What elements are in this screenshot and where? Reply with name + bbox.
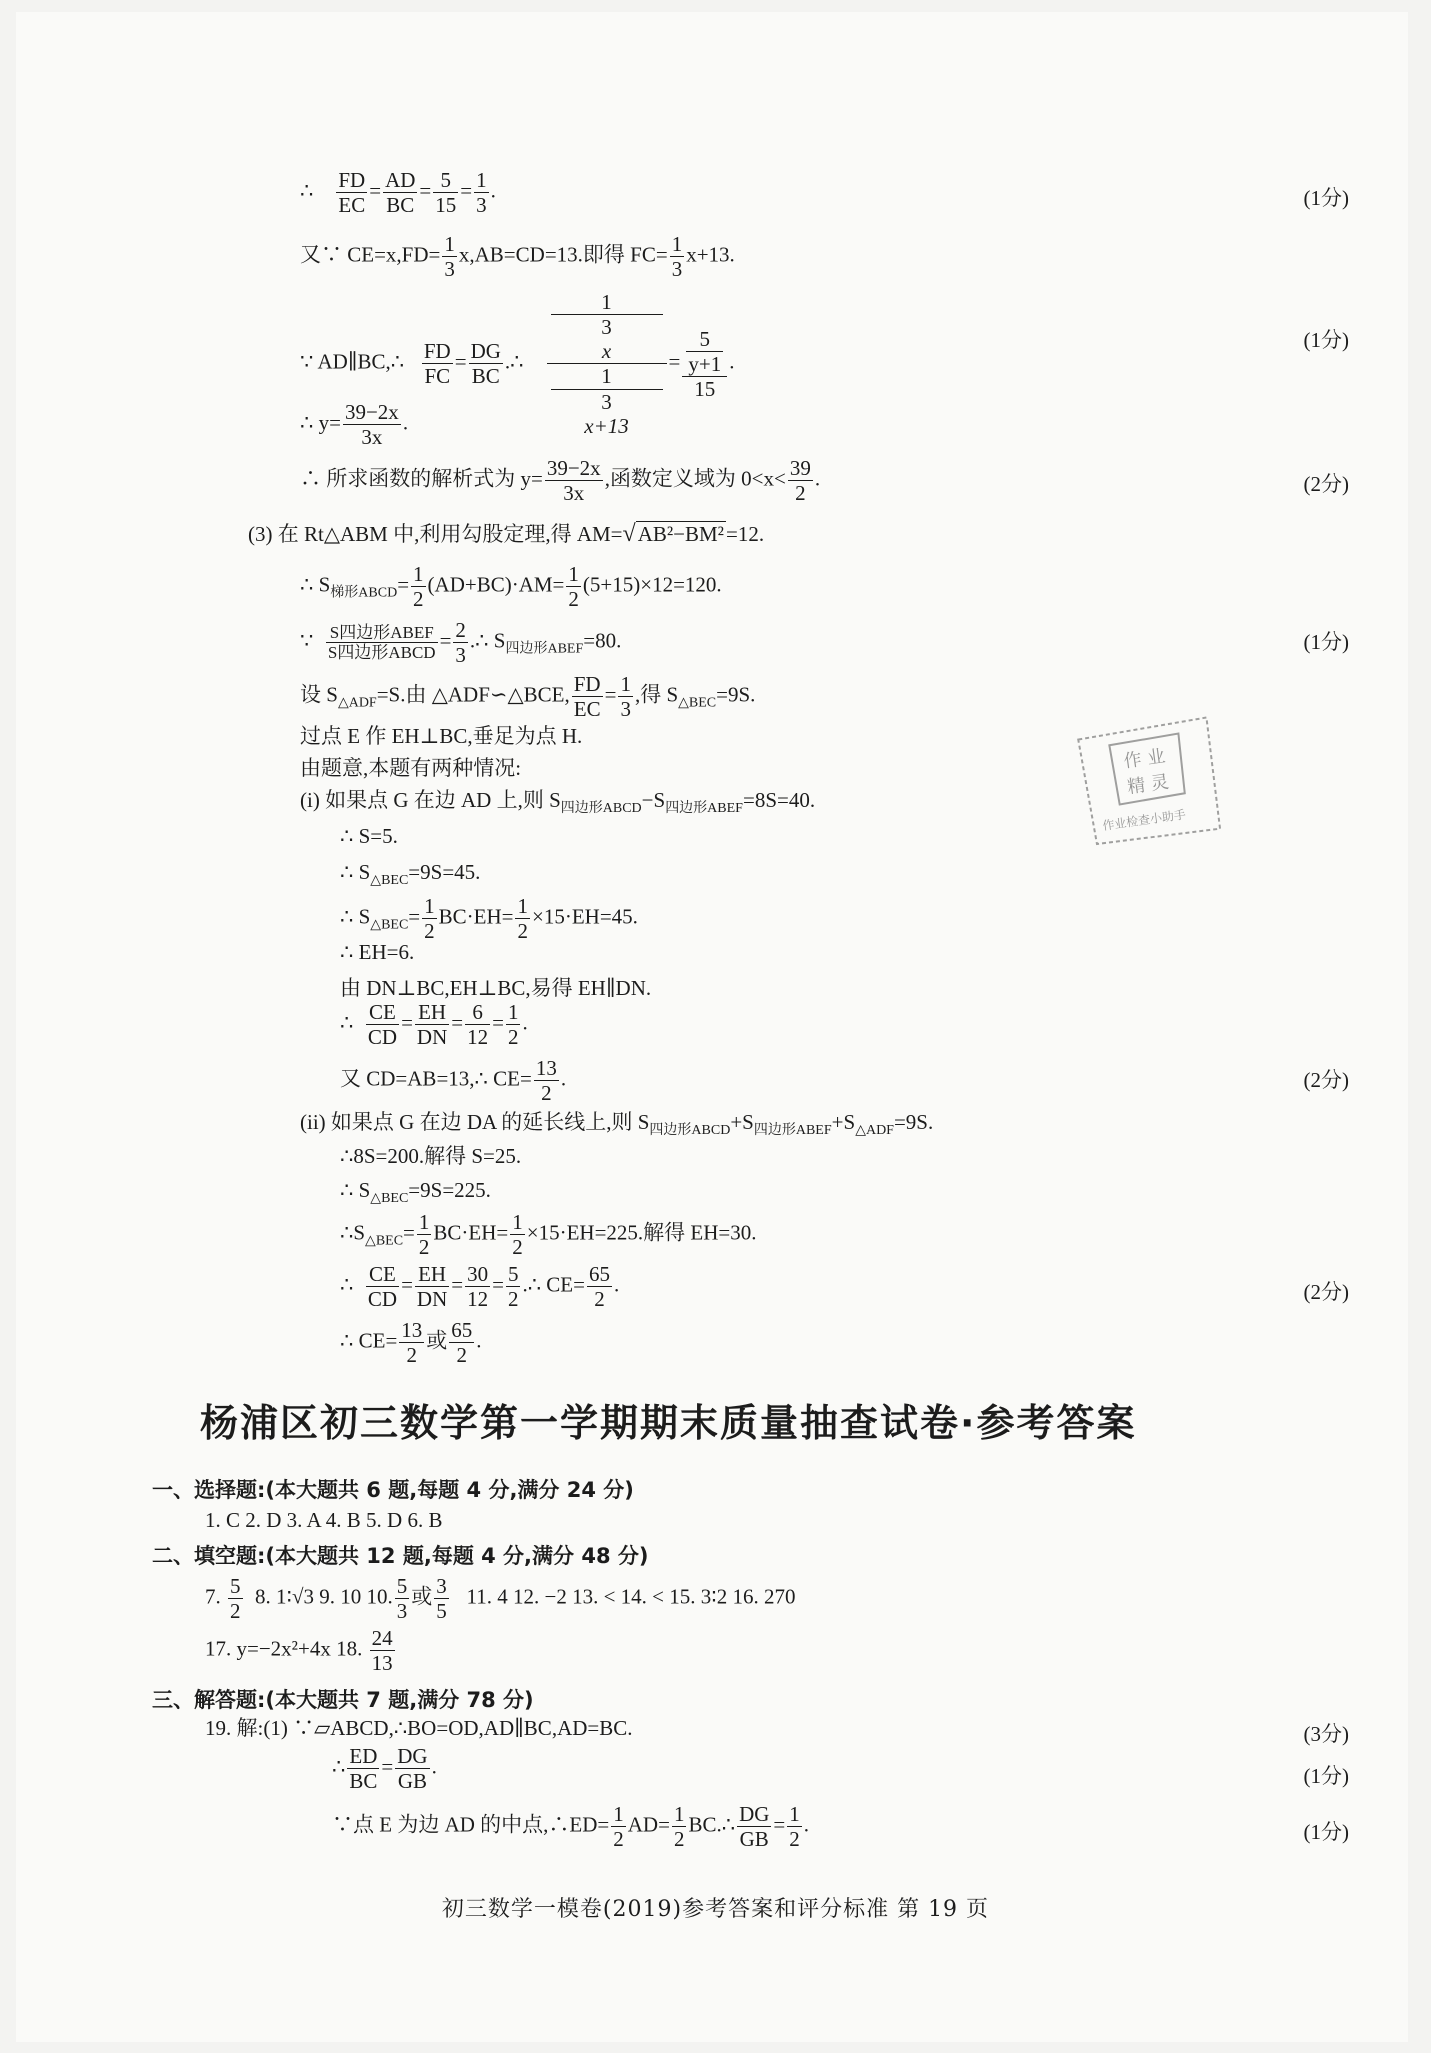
section-2-row-2: 17. y=−2x²+4x 18. $\frac{24}{13}$ (205, 1626, 393, 1676)
fraction: $\frac{1}{3}$ (476, 168, 487, 218)
eq-line-23: $\therefore S_{\triangle BEC}=$ $\frac{1}{2}$ BC·EH= $\frac{1}{2}$ ×15·EH=225.解得 EH=30. (340, 1210, 757, 1260)
eq-line-7: ∴ $S_{梯形ABCD}=$ $\frac{1}{2}$ (AD+BC)·AM= $\frac{1}{2}$ (5+15)×12=120. (300, 562, 722, 612)
eq-line-14: ∴ $S_{\triangle BEC}=9S=45$. (340, 860, 481, 889)
eq-line-16: ∴ EH=6. (340, 940, 415, 964)
eq-line-9: 设 $S_{\triangle ADF}=S$.由 △ADF∽△BCE, $\frac{FD}{EC}$ = $\frac{1}{3}$ ,得 $S_{\triangle BEC}=9S$. (300, 672, 756, 722)
score-label: (2分) (1303, 1068, 1349, 1092)
score-label: (1分) (1303, 630, 1349, 654)
therefore-symbol: ∴ (300, 178, 314, 203)
q19-line-1: 19. 解:(1) ∵▱ABCD,∴BO=OD,AD∥BC,AD=BC. (205, 1716, 633, 1740)
eq-line-22: ∴ $S_{\triangle BEC}=9S=225$. (340, 1178, 491, 1207)
score-label: (2分) (1303, 472, 1349, 496)
stamp-text-2: 精 灵 (1125, 771, 1171, 799)
eq-line-13: ∴ S=5. (340, 824, 398, 848)
stamp-text-1: 作 业 (1122, 745, 1167, 773)
eq-line-5: ∴ 所求函数的解析式为 y= $\frac{39-2x}{3x}$ ,函数定义域为 0<x< $\frac{39}{2}$ . (300, 456, 821, 506)
stamp-logo (1067, 708, 1234, 858)
fraction: $\frac{FD}{EC}$ (338, 168, 366, 218)
fraction: $\frac{AD}{BC}$ (385, 168, 416, 218)
page-title: 杨浦区初三数学第一学期期末质量抽查试卷·参考答案 (200, 1401, 1137, 1445)
section-1-heading: 一、选择题:(本大题共 6 题,每题 4 分,满分 24 分) (152, 1478, 634, 1502)
eq-line-1: ∴ $\frac{FD}{EC}$ = $\frac{AD}{BC}$ = $\frac{5}{15}$ = $\frac{1}{3}$ . (300, 168, 496, 218)
page-footer: 初三数学一模卷(2019)参考答案和评分标准 第 19 页 (441, 1897, 990, 1922)
stamp-text-3: 作业检查小助手 (1101, 807, 1187, 833)
eq-line-21: ∴8S=200.解得 S=25. (340, 1144, 522, 1168)
eq-line-20: (ii) 如果点 G 在边 DA 的延长线上,则 $S_{四边形ABCD}+S_{四边形ABEF}+S_{\triangle ADF}=9S$. (300, 1110, 934, 1139)
eq-line-6: (3) 在 Rt△ABM 中,利用勾股定理,得 AM=√AB²−BM²=12. (248, 521, 765, 547)
eq-line-3: ∵ AD∥BC,∴ $\frac{FD}{FC}$ = $\frac{DG}{BC}$ .∴ 1 3 x 1 3 x+13 = 5 y+1 15 . (300, 290, 735, 438)
section-1-answers: 1. C 2. D 3. A 4. B 5. D 6. B (205, 1508, 443, 1532)
eq-line-10: 过点 E 作 EH⊥BC,垂足为点 H. (300, 724, 583, 748)
q19-line-2: ∴ $\frac{ED}{BC}$ = $\frac{DG}{GB}$ . (332, 1744, 437, 1794)
section-2-heading: 二、填空题:(本大题共 12 题,每题 4 分,满分 48 分) (152, 1544, 649, 1568)
score-label: (1分) (1303, 1764, 1349, 1788)
eq-line-15: ∴ $S_{\triangle BEC}=$ $\frac{1}{2}$ BC·EH= $\frac{1}{2}$ ×15·EH=45. (340, 894, 638, 944)
eq-line-18: ∴ $\frac{CE}{CD}$ = $\frac{EH}{DN}$ = $\frac{6}{12}$ = $\frac{1}{2}$ . (340, 1000, 528, 1050)
score-label: (1分) (1303, 328, 1349, 352)
q19-line-3: ∵点 E 为边 AD 的中点,∴ED= $\frac{1}{2}$ AD= $\frac{1}{2}$ BC.∴ $\frac{DG}{GB}$ = $\frac{1}{2}$ . (332, 1802, 809, 1852)
eq-line-25: ∴ CE= $\frac{13}{2}$ 或 $\frac{65}{2}$ . (340, 1318, 482, 1368)
eq-line-8: ∵ $\frac{\text{S四边形ABEF}}{\text{S四边形ABCD}}$ = $\frac{2}{3}$ .∴ $S_{四边形ABEF}=80$. (300, 618, 622, 668)
eq-line-17: 由 DN⊥BC,EH⊥BC,易得 EH∥DN. (340, 976, 652, 1000)
section-2-row-1: 7. $\frac{5}{2}$ 8. 1∶√3 9. 10 10. $\frac{5}{3}$ 或 $\frac{3}{5}$ 11. 4 12. −2 13. < 14. < 15. 3∶2 16. 270 (205, 1574, 796, 1624)
eq-line-2: 又∵ CE=x,FD= $\frac{1}{3}$ x,AB=CD=13.即得 FC= $\frac{1}{3}$ x+13. (300, 232, 735, 282)
score-label: (1分) (1303, 1820, 1349, 1844)
score-label: (1分) (1303, 186, 1349, 210)
score-label: (2分) (1303, 1280, 1349, 1304)
eq-line-12: (i) 如果点 G 在边 AD 上,则 $S_{四边形ABCD}-S_{四边形ABEF}=8S=40$. (300, 788, 816, 817)
score-label: (3分) (1303, 1722, 1349, 1746)
section-3-heading: 三、解答题:(本大题共 7 题,满分 78 分) (152, 1688, 534, 1712)
eq-line-4: ∴ y= $\frac{39-2x}{3x}$ . (300, 400, 409, 450)
fraction: $\frac{5}{15}$ (435, 168, 457, 218)
eq-line-19: 又 CD=AB=13,∴ CE= $\frac{13}{2}$ . (340, 1056, 567, 1106)
eq-line-24: ∴ $\frac{CE}{CD}$ = $\frac{EH}{DN}$ = $\frac{30}{12}$ = $\frac{5}{2}$ .∴ CE= $\frac{65}{2}$ . (340, 1262, 620, 1312)
eq-line-11: 由题意,本题有两种情况: (300, 756, 522, 780)
